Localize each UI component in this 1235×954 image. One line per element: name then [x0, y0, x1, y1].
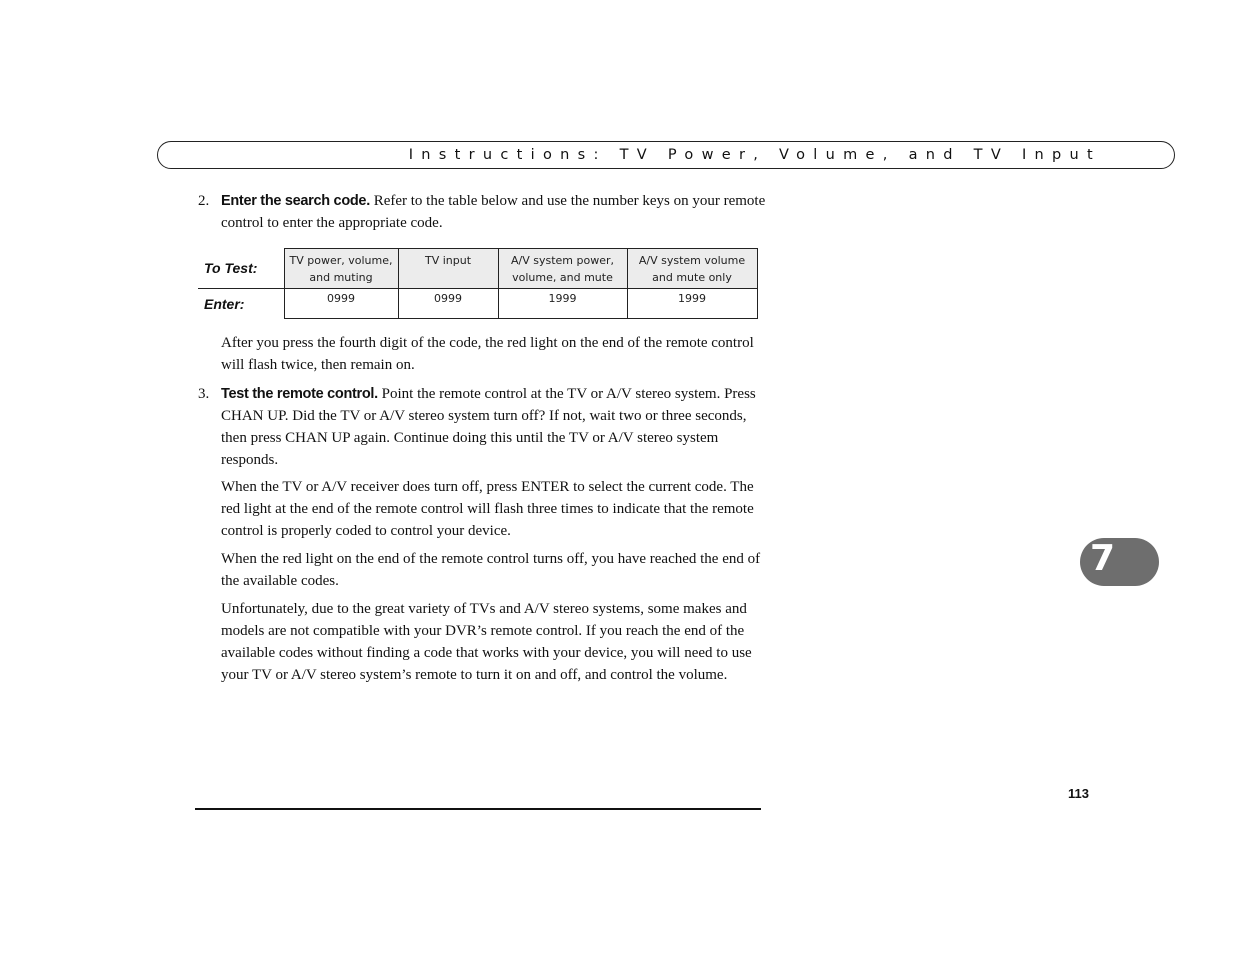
footer-rule: [195, 808, 761, 810]
step-2-body: [221, 190, 768, 234]
paragraph-end-of-codes: When the red light on the end of the remote control turns off, you have reached the end of the available codes.: [221, 551, 761, 589]
paragraph-enter-code: When the TV or A/V receiver does turn off, press ENTER to select the current code. The red light at the end of the remote control will flash three times to indicate that the remote control is properly coded to control your device.: [221, 479, 754, 539]
after-table-paragraph: After you press the fourth digit of the code, the red light on the end of the remote control will flash twice, then remain on.: [221, 335, 754, 373]
search-code-table: [198, 248, 758, 319]
step-3-number: 3.: [198, 386, 210, 402]
step-2-number: 2.: [198, 193, 210, 209]
paragraph-compatibility: Unfortunately, due to the great variety of TVs and A/V stereo systems, some makes and models are not compatible with your DVR’s remote control. If you reach the end of the available codes without finding a code that works with your device, you will need to use your TV or A/V stereo system’s remote to turn it on and off, and control the volume.: [221, 601, 752, 683]
step-2-text: Refer to the table below and use the number keys on your remote control to enter the appropriate code.: [221, 193, 766, 231]
step-3-text: Point the remote control at the TV or A/V stereo system. Press CHAN UP. Did the TV or A/V stereo system turn off? If not, wait two or three seconds, then press CHAN UP again. Continue doing this until the TV or A/V stereo system responds.: [221, 386, 756, 468]
table-row-enter: [198, 289, 757, 319]
step-2: [198, 190, 768, 234]
table-row-to-test: [198, 249, 757, 289]
header-cell-av-volume: A/V system volume and mute only: [627, 249, 757, 289]
step-3: [198, 383, 768, 471]
chapter-number: 7: [1090, 538, 1116, 579]
row-label-to-test: To Test:: [198, 249, 284, 289]
running-header-title: Instructions: TV Power, Volume, and TV Input: [408, 147, 1101, 163]
code-cell-av-power: 1999: [498, 289, 627, 319]
code-cell-tv-power: 0999: [284, 289, 398, 319]
page-number: 113: [1068, 786, 1089, 801]
step-3-heading: Test the remote control.: [221, 386, 378, 402]
step-2-heading: Enter the search code.: [221, 193, 370, 209]
code-cell-tv-input: 0999: [398, 289, 498, 319]
code-cell-av-volume: 1999: [627, 289, 757, 319]
header-cell-av-power: A/V system power, volume, and mute: [498, 249, 627, 289]
header-cell-tv-input: TV input: [398, 249, 498, 289]
row-label-enter: Enter:: [204, 295, 245, 312]
header-cell-tv-power: TV power, volume, and muting: [284, 249, 398, 289]
step-3-body: [221, 383, 768, 471]
